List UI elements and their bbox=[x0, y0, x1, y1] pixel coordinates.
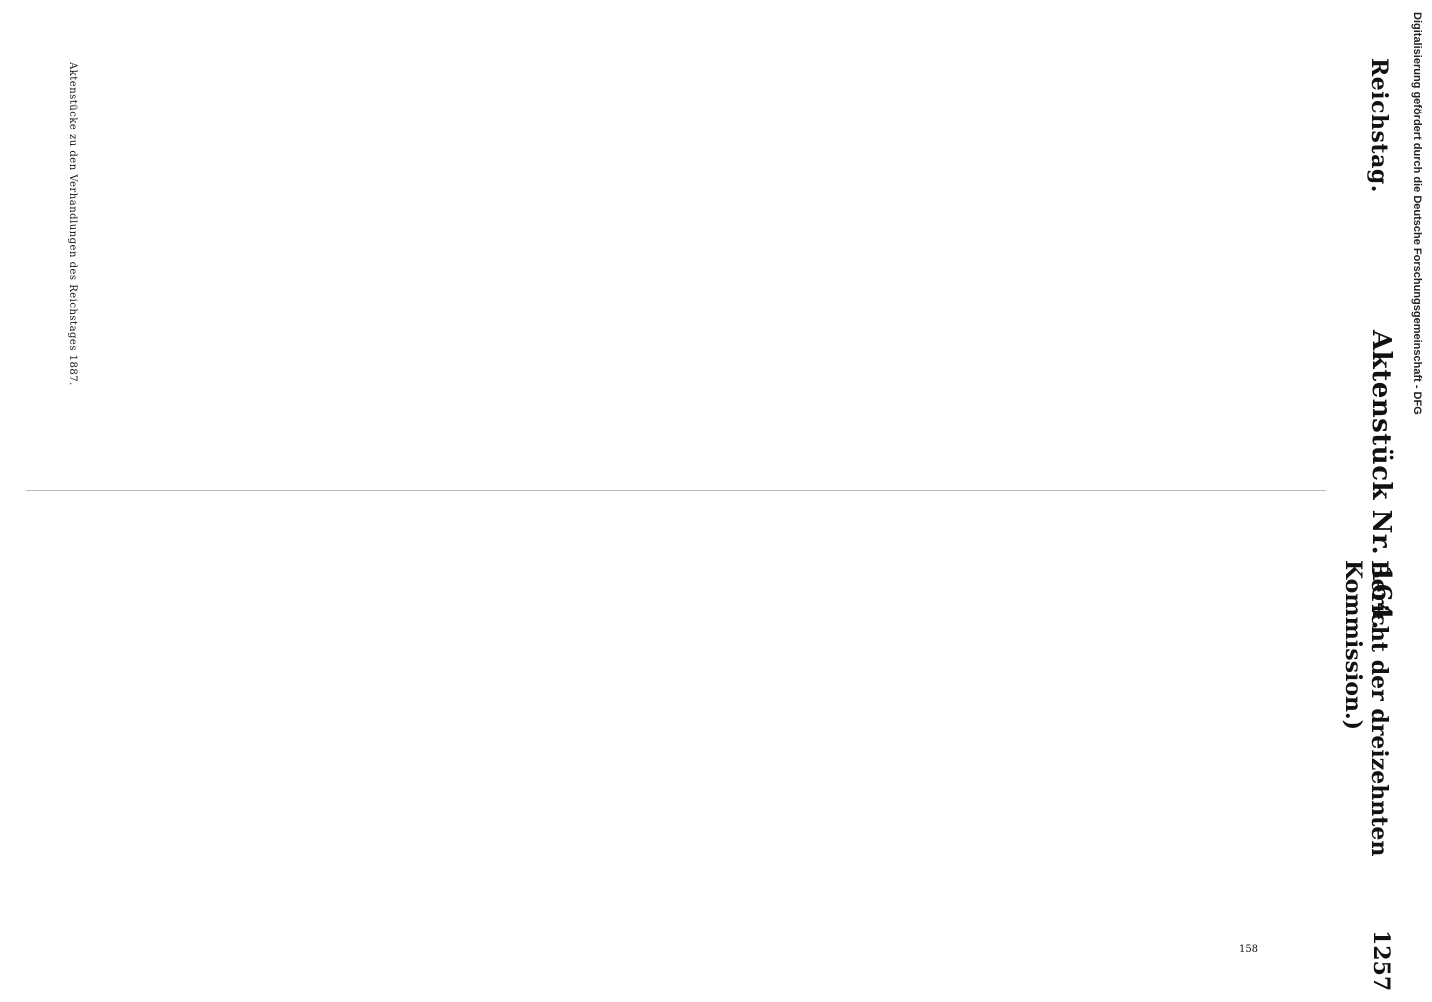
page-number: 1257 bbox=[1368, 930, 1394, 992]
column-divider bbox=[26, 490, 1326, 491]
dfg-label-text: Digitalisierung gefördert durch die Deutsche Forschungsgemeinschaft - DFG bbox=[1411, 12, 1423, 415]
page-mark: 158 bbox=[1238, 944, 1259, 956]
footer: Aktenstücke zu den Verhandlungen des Reichstages 1887. bbox=[67, 62, 78, 386]
page-header bbox=[1334, 0, 1404, 1000]
text-column-left bbox=[94, 60, 1326, 478]
header-left: Reichstag. bbox=[1366, 58, 1392, 193]
dfg-label bbox=[1406, 6, 1428, 996]
header-document-number: Aktenstück Nr. 164. bbox=[1366, 330, 1396, 631]
header-title: Bericht der dreizehnten Kommission.) bbox=[1340, 560, 1392, 857]
text-column-right bbox=[26, 506, 1326, 932]
